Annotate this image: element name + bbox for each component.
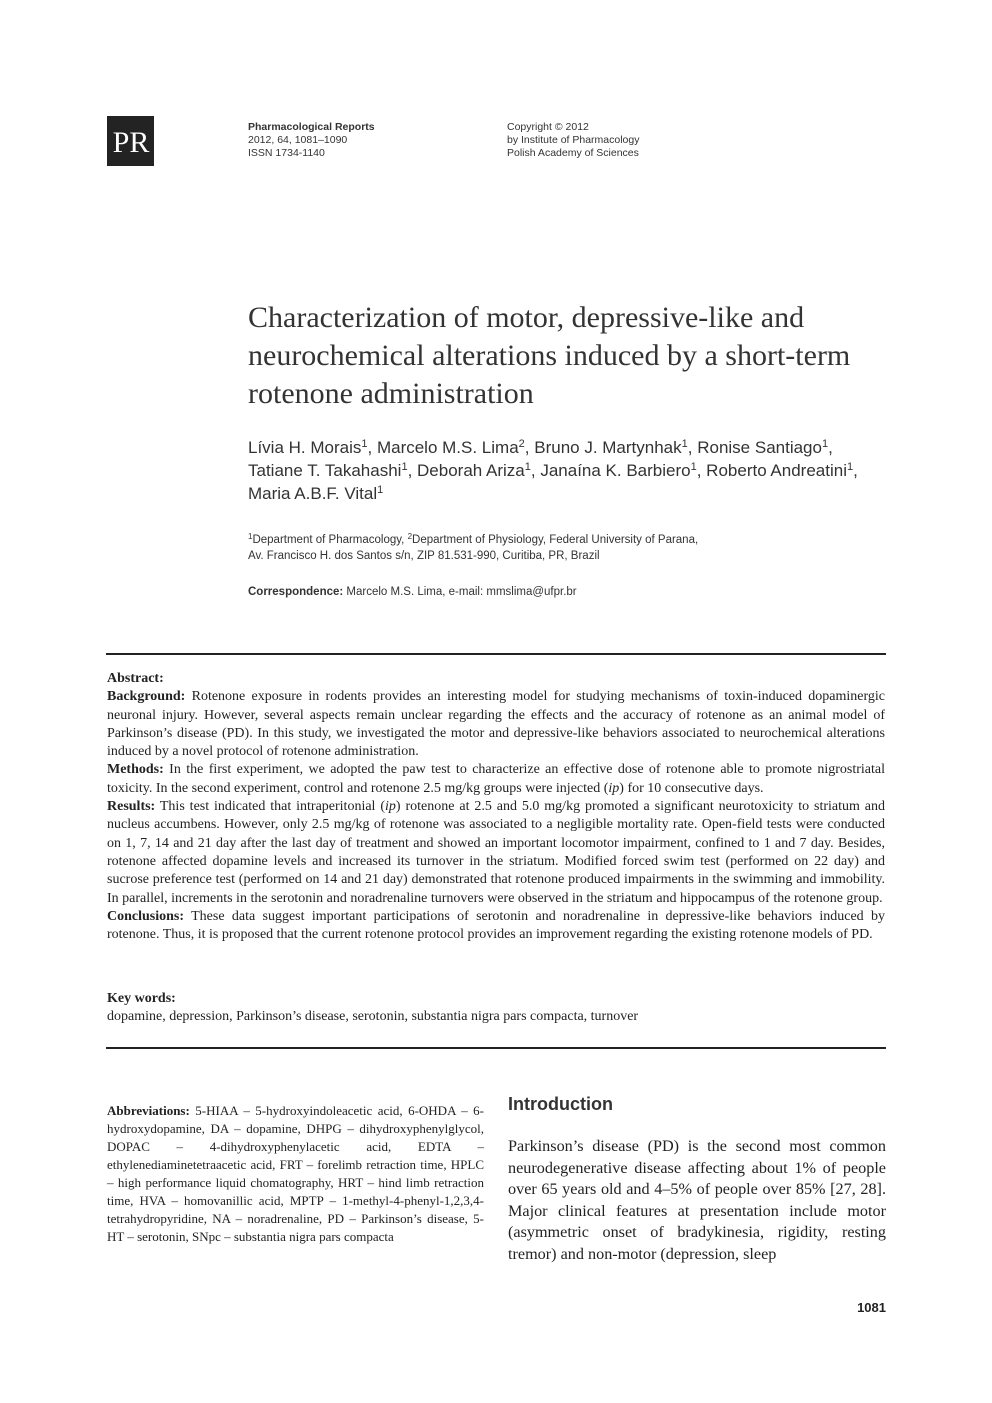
journal-info [248, 121, 375, 160]
author-name: Deborah Ariza [417, 461, 525, 480]
correspondence-label: Correspondence: [248, 586, 344, 598]
abstract-conclusions [107, 908, 885, 945]
affil-sup1: 1 [248, 532, 253, 541]
author-list [248, 436, 888, 505]
author-separator: , [828, 438, 833, 457]
abstract-methods [107, 761, 885, 798]
author [540, 461, 706, 480]
methods-label: Methods: [107, 762, 164, 778]
affil-dept2: Department of Physiology, Federal University of Parana, [412, 534, 699, 546]
author [697, 438, 833, 457]
abstract-heading: Abstract: [107, 671, 164, 686]
author-affil-sup: 1 [361, 438, 368, 450]
author-separator: , [367, 438, 377, 457]
author-separator: , [530, 461, 541, 480]
journal-logo [107, 116, 154, 166]
author-affil-sup: 2 [518, 438, 525, 450]
logo-text: PR [112, 126, 149, 159]
author-affil-sup: 1 [401, 461, 408, 473]
keywords-heading: Key words: [107, 991, 176, 1006]
title-line3: rotenone administration [248, 377, 534, 410]
results-label: Results: [107, 799, 156, 815]
author-separator: , [696, 461, 707, 480]
introduction-text: Parkinson’s disease (PD) is the second most common neurodegenerative disease affecting about 1% of people over 65 years old and 4–5% of people over 85% [27, 28]. Major clinical features at presentation include motor (asymmetric onset of bradykinesia, rigidity, resting tremor) and non-motor (depression, sleep [508, 1137, 886, 1263]
author-affil-sup: 1 [681, 438, 688, 450]
author-affil-sup: 1 [821, 438, 829, 450]
author-name: Roberto Andreatini [706, 461, 847, 480]
title-line2: neurochemical alterations induced by a short-term [248, 339, 851, 372]
methods-ip: ip [608, 780, 620, 796]
author [248, 438, 377, 457]
author-separator: , [687, 438, 698, 457]
journal-issn: ISSN 1734-1140 [248, 147, 325, 159]
abstract-results [107, 798, 885, 908]
copyright-line2: by Institute of Pharmacology [507, 134, 640, 146]
article-title [248, 299, 908, 413]
author-separator: , [407, 461, 418, 480]
keywords [107, 990, 885, 1027]
affil-dept1: Department of Pharmacology, [252, 534, 408, 546]
author [534, 438, 697, 457]
abstract-background [107, 688, 885, 761]
divider-top [106, 653, 886, 655]
author-affil-sup: 1 [847, 461, 854, 473]
results-ip: ip [385, 799, 396, 815]
pr-logo-icon [111, 119, 151, 163]
author-name: Marcelo M.S. Lima [376, 438, 519, 457]
introduction-heading: Introduction [508, 1094, 613, 1114]
author-affil-sup: 1 [690, 461, 697, 473]
background-label: Background: [107, 689, 186, 705]
journal-volume: 2012, 64, 1081–1090 [248, 134, 348, 146]
methods-text-2: ) for 10 consecutive days. [619, 780, 764, 796]
results-text-2: ) rotenone at 2.5 and 5.0 mg/kg promoted a significant neurotoxicity to striatum and nucleus accumbens. However, only 2.5 mg/kg of rotenone was associated to a negligible mortality rate. Open-field tests were conducted on 1, 7, 14 and 21 day after the last day of treatment and showed an important locomotor impairment, confined to 1 and 7 day. Besides, rotenone affected dopamine levels and increased its turnover in the striatum. Modified forced swim test (performed on 22 day) and sucrose preference test (performed on 14 and 21 day) demonstrated that rotenone produced impairments in the swimming and immobility. In parallel, increments in the serotonin and noradrenaline turnovers were observed in the striatum and hippocampus of the rotenone group. [107, 799, 885, 906]
author [706, 461, 858, 480]
conclusions-text: These data suggest important participations of serotonin and noradrenaline in depressive-like behaviors induced by rotenone. Thus, it is proposed that the current rotenone protocol provides an improvement regarding the existing rotenone models of PD. [107, 908, 885, 943]
divider-bottom [106, 1047, 886, 1049]
background-text: Rotenone exposure in rodents provides an interesting model for studying mechanisms of toxin-induced dopaminergic neuronal injury. However, several aspects remain unclear regarding the effects and the accuracy of rotenone as an animal model of Parkinson’s disease (PD). In this study, we investigated the motor and depressive-like behaviors associated to neurochemical alterations induced by a novel protocol of rotenone administration. [107, 689, 885, 760]
affiliation [248, 532, 888, 564]
author-name: Ronise Santiago [697, 438, 822, 457]
copyright-line3: Polish Academy of Sciences [507, 147, 639, 159]
abbreviations [107, 1102, 484, 1246]
correspondence [248, 585, 888, 600]
journal-name: Pharmacological Reports [248, 121, 375, 133]
author-affil-sup: 1 [524, 461, 531, 473]
author [248, 461, 417, 480]
author-separator: , [524, 438, 535, 457]
author-separator: , [853, 461, 858, 480]
author-affil-sup: 1 [377, 484, 384, 496]
conclusions-label: Conclusions: [107, 908, 185, 924]
results-text-1: This test indicated that intraperitonial ( [155, 799, 386, 815]
correspondence-text[interactable]: Marcelo M.S. Lima, e-mail: mmslima@ufpr.br [343, 586, 577, 598]
abstract [107, 670, 885, 944]
affil-address: Av. Francisco H. dos Santos s/n, ZIP 81.531-990, Curitiba, PR, Brazil [248, 550, 600, 562]
affil-sup2: 2 [407, 532, 413, 541]
page-number: 1081 [857, 1300, 886, 1315]
copyright-info [507, 121, 640, 160]
author-name: Tatiane T. Takahashi [248, 461, 402, 480]
methods-text-1: In the first experiment, we adopted the paw test to characterize an effective dose of rotenone able to promote nigrostriatal toxicity. In the second experiment, control and rotenone 2.5 mg/kg groups were injected ( [107, 762, 885, 796]
author-name: Maria A.B.F. Vital [248, 484, 378, 503]
copyright-line1: Copyright © 2012 [507, 121, 589, 133]
author-name: Bruno J. Martynhak [534, 438, 682, 457]
keywords-text: dopamine, depression, Parkinson’s disease, serotonin, substantia nigra pars compacta, turnover [107, 1009, 639, 1025]
title-line1: Characterization of motor, depressive-like and [248, 301, 805, 334]
author-name: Janaína K. Barbiero [540, 461, 691, 480]
author-name: Lívia H. Morais [248, 438, 362, 457]
abbreviations-label: Abbreviations: [107, 1103, 190, 1118]
abbreviations-text: 5-HIAA – 5-hydroxyindoleacetic acid, 6-OHDA – 6-hydroxydopamine, DA – dopamine, DHPG – dihydroxyphenylglycol, DOPAC – 4-dihydroxyphenylacetic acid, EDTA – ethylenediaminetetraacetic acid, FRT – forelimb retraction time, HPLC – high performance liquid chomatography, HRT – hind limb retraction time, HVA – homovanillic acid, MPTP – 1-methyl-4-phenyl-1,2,3,4-tetrahydropyridine, NA – noradrenaline, PD – Parkinson’s disease, 5-HT – serotonin, SNpc – substantia nigra pars compacta [107, 1103, 484, 1244]
author [417, 461, 540, 480]
author [248, 484, 383, 503]
author [377, 438, 534, 457]
